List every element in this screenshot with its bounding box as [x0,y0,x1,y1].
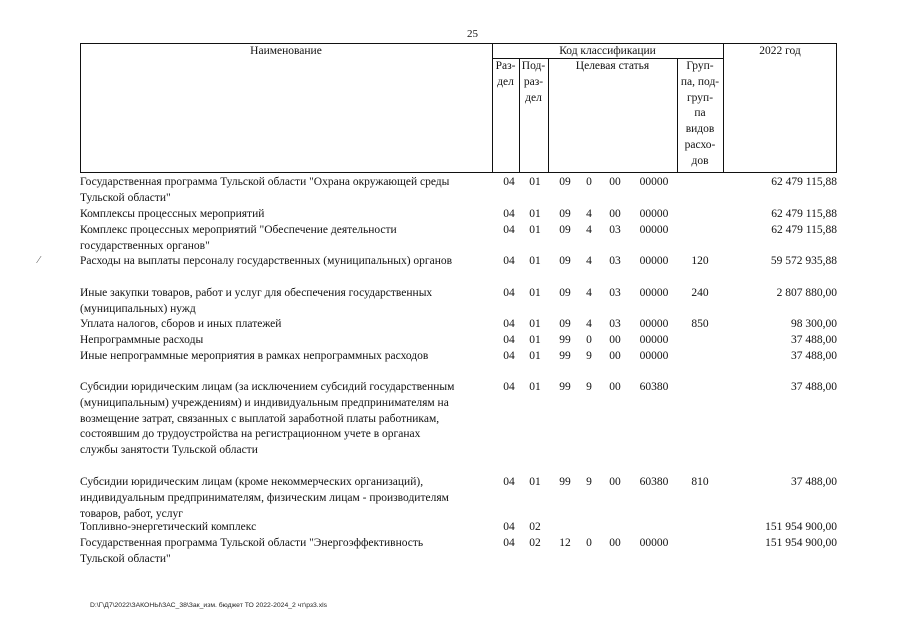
header-group-line: груп- [686,91,714,104]
row-name-line: состоявшим до трудоустройства на регистрационном учете в органах [80,428,421,441]
row-name [80,223,490,255]
row-name-line: Расходы на выплаты персоналу государственных (муниципальных) органов [80,255,453,267]
cell-razdel: 04 [503,334,515,346]
cell-direction: 00 [609,334,621,346]
cell-expense: 00000 [639,537,669,549]
cell-expense: 00000 [639,318,669,330]
cell-expense: 00000 [639,176,669,188]
row-name [80,317,490,333]
cell-subprogram: 9 [586,350,592,362]
header-group [677,59,723,170]
cell-expense: 00000 [639,208,669,220]
row-name [80,207,490,223]
header-podrazdel [519,59,548,106]
cell-podrazdel: 01 [529,350,541,362]
row-name-line: Топливно-энергетический комплекс [80,521,257,533]
cell-amount: 151 954 900,00 [765,521,837,533]
cell-razdel: 04 [503,287,515,299]
cell-subprogram: 4 [586,255,592,267]
header-group-line: па [694,107,706,120]
row-name-line: возмещение затрат, связанных с выплатой заработной платы работникам, [80,412,440,425]
margin-mark: ⁄ [38,255,40,266]
cell-amount: 62 479 115,88 [771,176,837,188]
header-group-line: па, под- [680,75,720,88]
cell-subprogram: 0 [586,537,592,549]
cell-program: 09 [559,318,571,330]
cell-amount: 37 488,00 [791,350,837,362]
cell-program: 99 [559,381,571,393]
cell-expense: 00000 [639,224,669,236]
cell-direction: 00 [609,381,621,393]
header-razdel [492,59,519,91]
row-name [80,349,490,365]
cell-podrazdel: 02 [529,521,541,533]
cell-subprogram: 4 [586,318,592,330]
row-name-line: (муниципальным) учреждениям) и индивидуальным предпринимателям на [80,396,449,409]
cell-direction: 00 [609,350,621,362]
cell-expense: 00000 [639,255,669,267]
cell-podrazdel: 01 [529,381,541,393]
header-year: 2022 год [759,45,801,57]
row-name-line: службы занятости Тульской области [80,444,258,457]
footer-path: D:\Г\Д7\2022\ЗАКОНЫ\ЗАС_38\Зак_изм. бюджет ТО 2022-2024_2 чт\рз3.xls [90,602,328,609]
header-razdel-line: дел [497,75,514,88]
row-name-line: Иные закупки товаров, работ и услуг для обеспечения государственных [80,287,433,299]
cell-program: 09 [559,255,571,267]
cell-subprogram: 4 [586,287,592,299]
row-name-line: Тульской области" [80,191,171,204]
cell-program: 09 [559,287,571,299]
cell-amount: 59 572 935,88 [770,255,837,267]
cell-direction: 00 [609,476,621,488]
cell-razdel: 04 [503,255,515,267]
header-name: Наименование [250,45,322,57]
cell-podrazdel: 01 [529,318,541,330]
cell-subprogram: 9 [586,381,592,393]
cell-expense: 60380 [639,476,669,488]
header-group-line: видов [685,123,715,136]
cell-program: 12 [559,537,571,549]
cell-expense-type: 810 [691,476,709,488]
cell-program: 99 [559,334,571,346]
table-header [80,43,837,173]
cell-podrazdel: 01 [529,255,541,267]
cell-program: 99 [559,350,571,362]
cell-expense-type: 120 [691,255,709,267]
header-code: Код классификации [559,45,656,57]
row-name [80,333,490,349]
cell-expense-type: 850 [691,318,709,330]
cell-podrazdel: 01 [529,208,541,220]
row-name-line: Иные непрограммные мероприятия в рамках непрограммных расходов [80,350,429,362]
cell-amount: 37 488,00 [791,476,837,488]
cell-subprogram: 0 [586,176,592,188]
row-name-line: Субсидии юридическим лицам (за исключением субсидий государственным [80,381,455,393]
cell-direction: 03 [609,255,621,267]
row-name-line: Комплексы процессных мероприятий [80,208,265,220]
row-name-line: товаров, работ, услуг [80,507,183,520]
row-name [80,536,490,568]
row-name-line: Государственная программа Тульской области "Охрана окружающей среды [80,176,450,188]
cell-razdel: 04 [503,537,515,549]
cell-direction: 03 [609,318,621,330]
cell-program: 09 [559,224,571,236]
header-target: Целевая статья [575,60,650,72]
cell-program: 99 [559,476,571,488]
header-group-line: Груп- [686,60,714,72]
cell-program: 09 [559,208,571,220]
row-name [80,286,490,318]
cell-razdel: 04 [503,381,515,393]
row-name-line: Комплекс процессных мероприятий "Обеспечение деятельности [80,224,397,236]
cell-direction: 03 [609,287,621,299]
row-name-line: Уплата налогов, сборов и иных платежей [80,318,282,330]
cell-podrazdel: 01 [529,176,541,188]
cell-podrazdel: 01 [529,287,541,299]
cell-razdel: 04 [503,521,515,533]
divider [548,58,549,173]
cell-expense: 60380 [639,381,669,393]
header-podrazdel-line: Под- [521,60,546,72]
page-number: 25 [467,28,478,40]
row-name-line: Государственная программа Тульской области "Энергоэффективность [80,537,424,549]
cell-podrazdel: 02 [529,537,541,549]
cell-amount: 37 488,00 [791,334,837,346]
row-name-line: Непрограммные расходы [80,334,204,346]
cell-subprogram: 9 [586,476,592,488]
cell-expense: 00000 [639,350,669,362]
header-group-line: дов [691,154,709,167]
cell-subprogram: 4 [586,208,592,220]
cell-amount: 98 300,00 [791,318,837,330]
cell-expense-type: 240 [691,287,709,299]
row-name-line: государственных органов" [80,239,210,252]
cell-amount: 2 807 880,00 [776,287,837,299]
row-name-line: Тульской области" [80,552,171,565]
cell-amount: 62 479 115,88 [771,208,837,220]
cell-amount: 62 479 115,88 [771,224,837,236]
row-name [80,475,490,522]
header-razdel-line: Раз- [495,60,516,72]
divider [723,43,724,173]
cell-podrazdel: 01 [529,334,541,346]
cell-direction: 00 [609,176,621,188]
cell-expense: 00000 [639,334,669,346]
cell-razdel: 04 [503,318,515,330]
cell-razdel: 04 [503,350,515,362]
row-name-line: (муниципальных) нужд [80,302,196,315]
cell-razdel: 04 [503,176,515,188]
row-name [80,380,490,459]
cell-razdel: 04 [503,476,515,488]
cell-direction: 00 [609,208,621,220]
header-podrazdel-line: раз- [523,75,544,88]
cell-subprogram: 0 [586,334,592,346]
cell-razdel: 04 [503,224,515,236]
cell-program: 09 [559,176,571,188]
cell-podrazdel: 01 [529,476,541,488]
cell-amount: 37 488,00 [791,381,837,393]
cell-podrazdel: 01 [529,224,541,236]
cell-expense: 00000 [639,287,669,299]
row-name [80,175,490,207]
cell-amount: 151 954 900,00 [765,537,837,549]
row-name [80,520,490,536]
cell-direction: 03 [609,224,621,236]
row-name-line: индивидуальным предпринимателям, физическим лицам - производителям [80,491,449,504]
cell-subprogram: 4 [586,224,592,236]
cell-direction: 00 [609,537,621,549]
header-podrazdel-line: дел [525,91,542,104]
row-name [80,254,490,270]
cell-razdel: 04 [503,208,515,220]
row-name-line: Субсидии юридическим лицам (кроме некоммерческих организаций), [80,476,424,488]
header-group-line: расхо- [684,138,716,151]
